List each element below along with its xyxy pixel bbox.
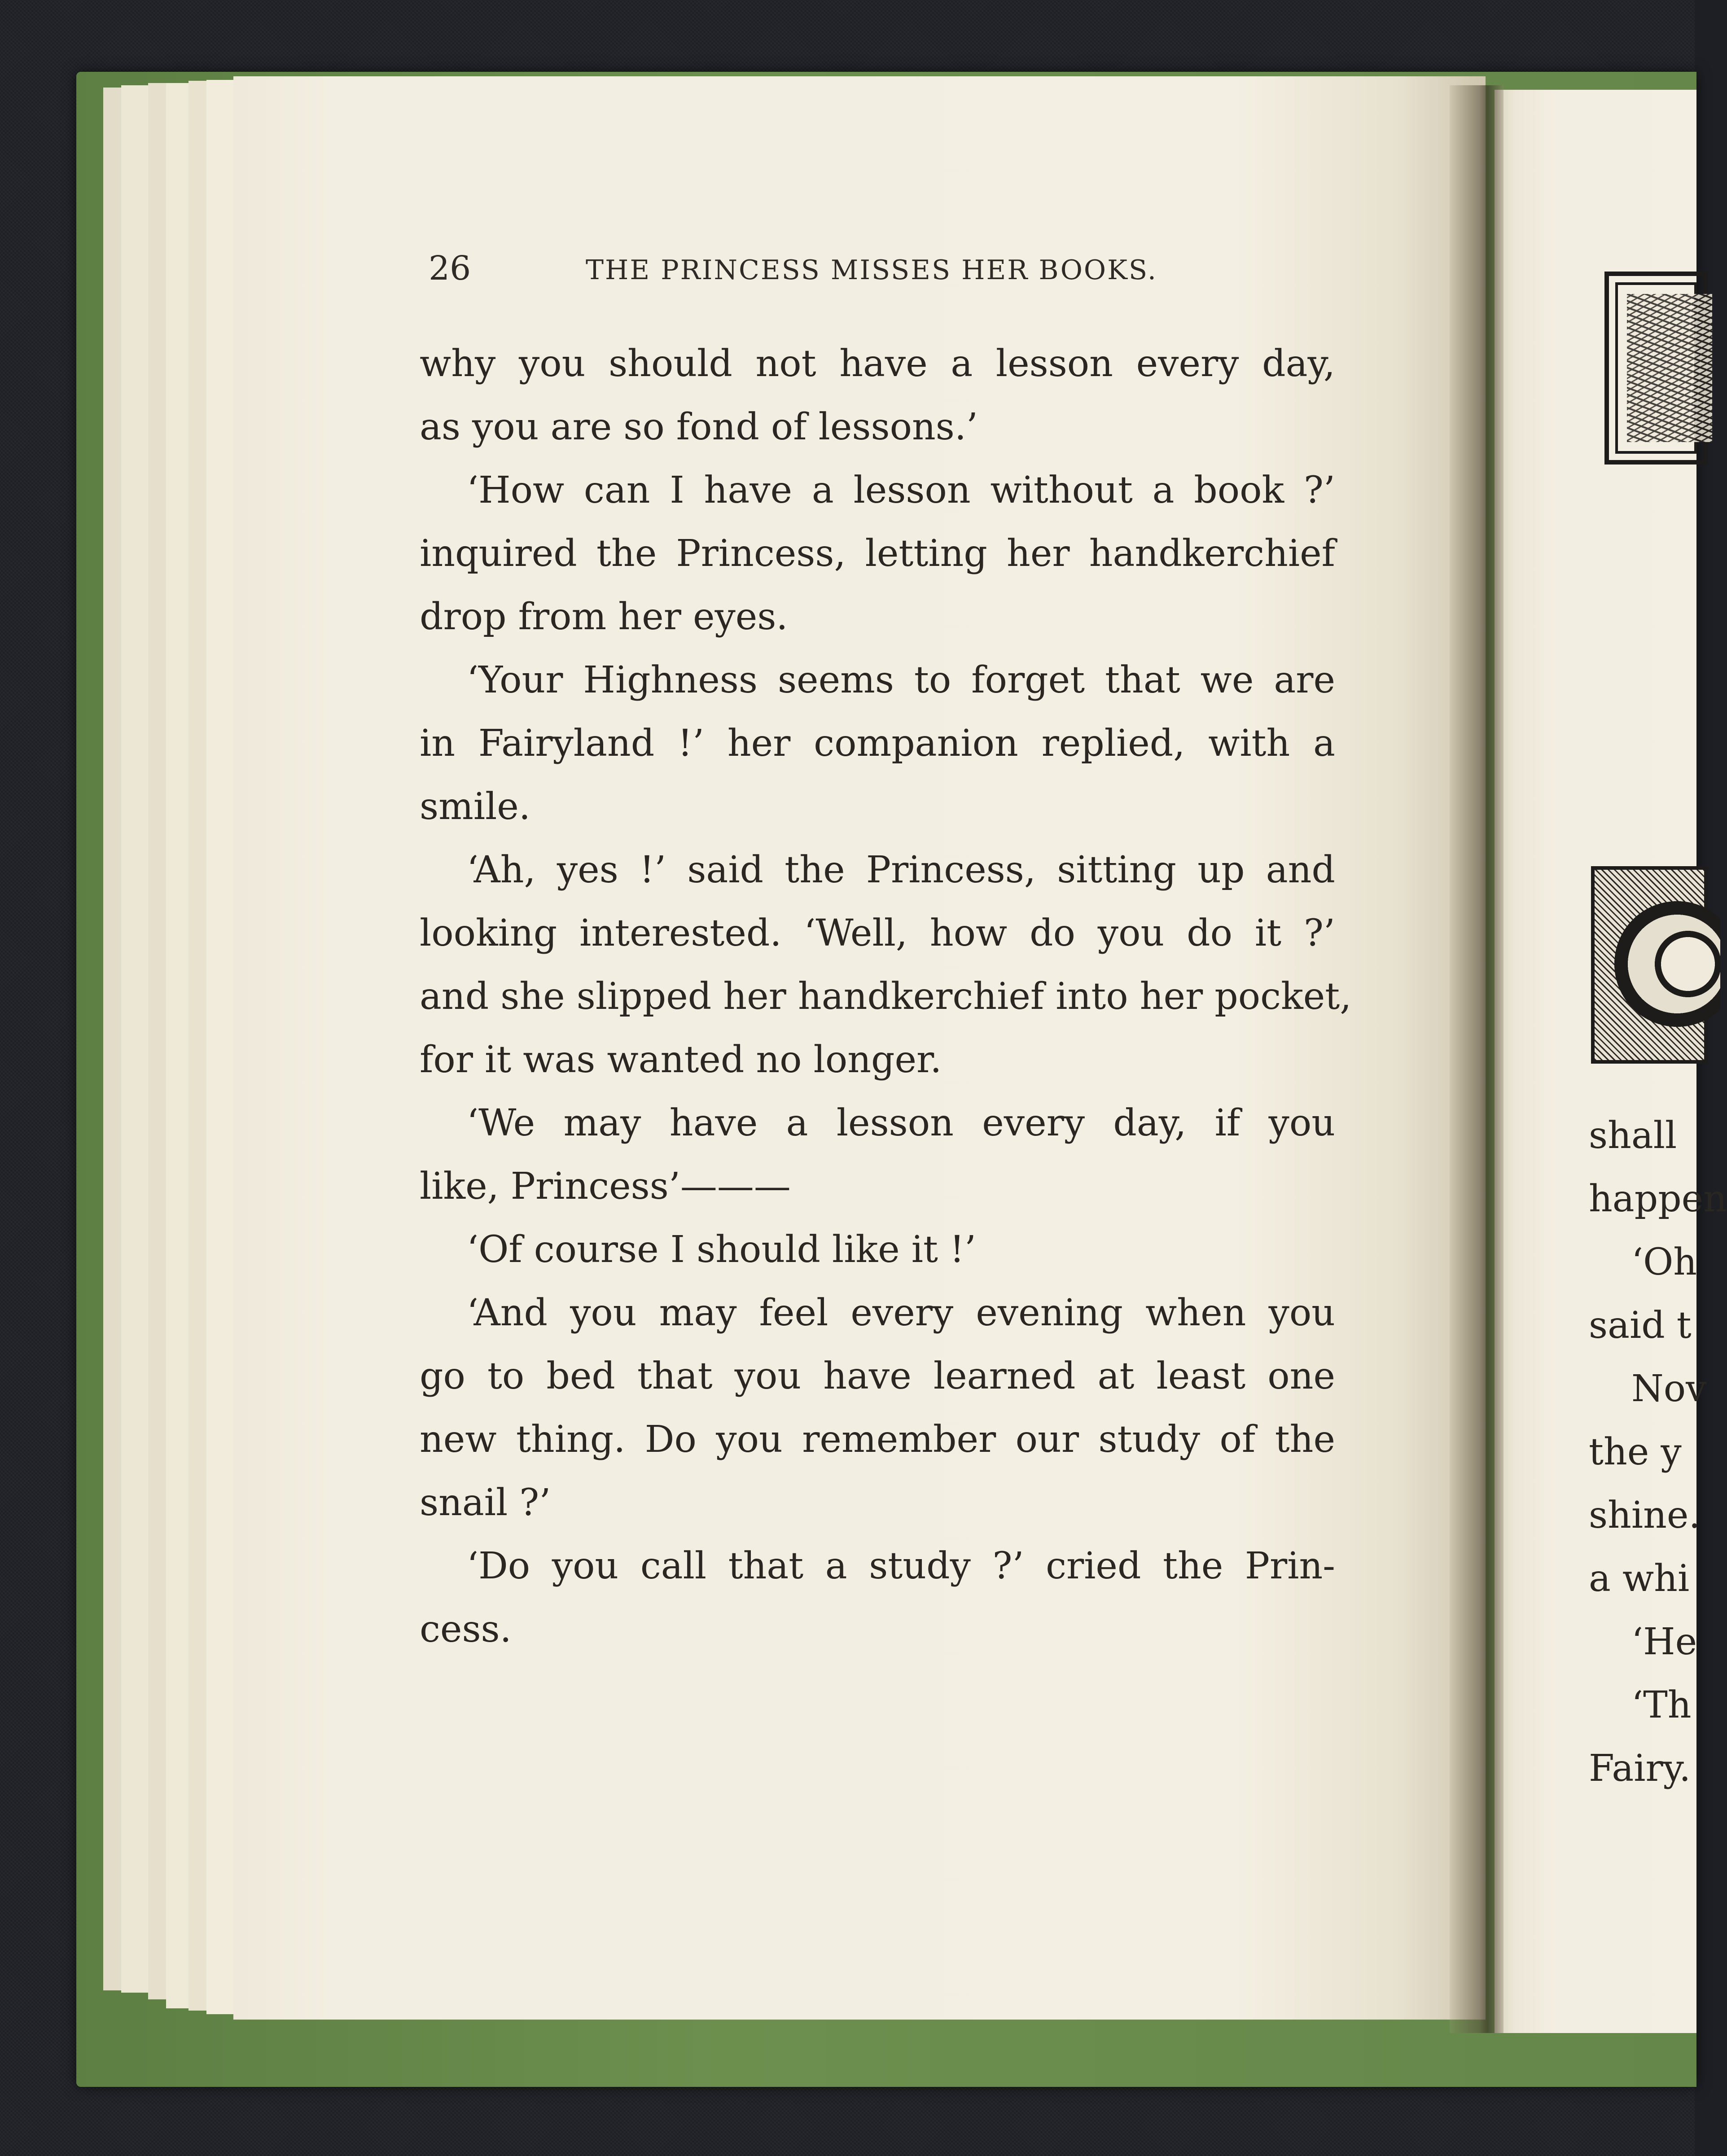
text-line: like, Princess’———	[420, 1165, 791, 1208]
text-line: ‘We may have a lesson every day, if you	[467, 1102, 1335, 1144]
text-line: ‘He	[1631, 1621, 1697, 1663]
text-line: ‘Do you call that a study ?’ cried the Prin-	[467, 1545, 1335, 1587]
decorated-initial	[1591, 866, 1708, 1064]
text-line: shine.	[1589, 1494, 1701, 1537]
right-page-text	[1589, 1104, 1727, 1800]
text-line: ‘Th	[1631, 1684, 1692, 1727]
left-page-text	[420, 332, 1352, 1661]
text-line: ‘Your Highness seems to forget that we are	[467, 659, 1335, 701]
running-title: THE PRINCESS MISSES HER BOOKS.	[586, 254, 1157, 286]
text-line: drop from her eyes.	[420, 596, 788, 638]
text-line: looking interested. ‘Well, how do you do it ?’	[420, 912, 1335, 955]
text-line: a whi	[1589, 1557, 1690, 1600]
text-line: the y	[1589, 1431, 1682, 1473]
text-line: go to bed that you have learned at least one	[420, 1355, 1335, 1398]
text-line: snail ?’	[420, 1481, 551, 1524]
text-line: and she slipped her handkerchief into her pocket,	[420, 975, 1352, 1018]
text-line: in Fairyland !’ her companion replied, with a	[420, 722, 1335, 765]
text-line: why you should not have a lesson every day,	[420, 342, 1335, 385]
text-line: inquired the Princess, letting her handkerchief	[420, 532, 1335, 575]
text-line: ‘How can I have a lesson without a book ?’	[467, 469, 1335, 512]
text-line: happen	[1589, 1178, 1727, 1220]
text-line: ‘And you may feel every evening when you	[467, 1292, 1335, 1334]
text-line: Nov	[1631, 1367, 1707, 1410]
text-line: shall	[1589, 1114, 1677, 1157]
text-line: said t	[1589, 1304, 1692, 1347]
text-line: ‘Ah, yes !’ said the Princess, sitting up and	[467, 849, 1335, 891]
text-line: Fairy.	[1589, 1747, 1691, 1790]
text-line: as you are so fond of lessons.’	[420, 406, 978, 448]
text-line: smile.	[420, 785, 530, 828]
decorative-engraving	[1604, 272, 1708, 465]
page-number: 26	[429, 249, 471, 288]
text-line: cess.	[420, 1608, 512, 1651]
text-line: ‘Of course I should like it !’	[467, 1228, 976, 1271]
text-line: ‘Oh	[1631, 1241, 1697, 1284]
running-head	[429, 249, 1236, 288]
text-line: new thing. Do you remember our study of the	[420, 1418, 1335, 1461]
book-gutter	[1450, 85, 1503, 2033]
text-line: for it was wanted no longer.	[420, 1039, 942, 1081]
